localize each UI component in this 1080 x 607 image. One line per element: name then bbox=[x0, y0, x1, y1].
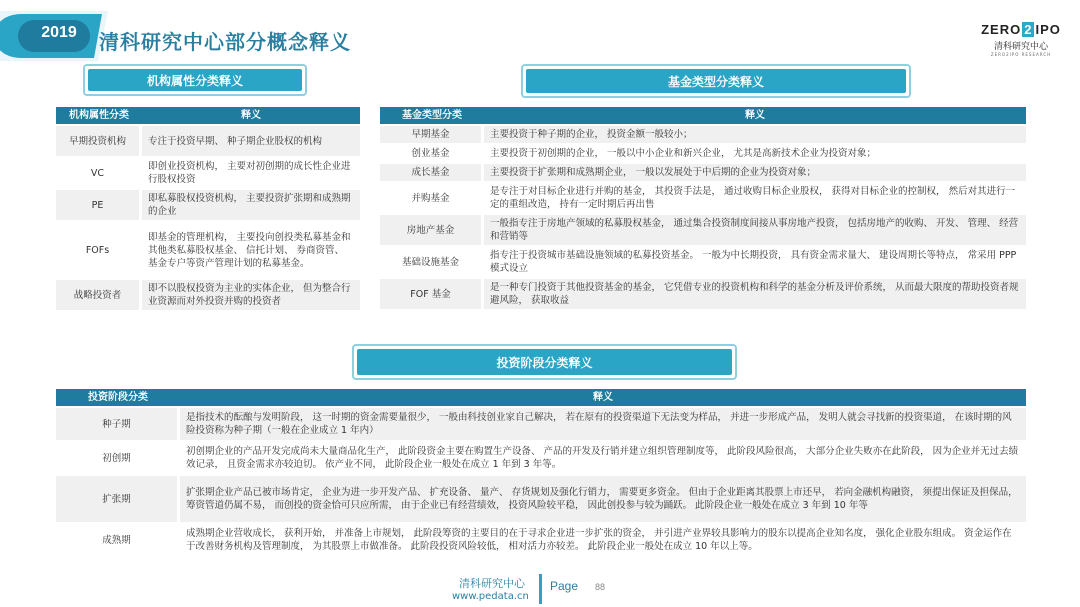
table-row bbox=[380, 126, 1026, 143]
fund-section-header bbox=[521, 64, 911, 98]
row-desc: 初创期企业的产品开发完成尚未大量商品化生产， 此阶段资金主要在购置生产设备、 产品的开发及行销并建立组织管理制度等， 此阶段风险很高， 大部分企业失败亦在此阶段， 因为企业并无过去绩效记录， 且资金需求亦较迫切。 依产业不同， 此阶段企业一般处在成立 1 年到 3 年等。 bbox=[180, 442, 1026, 474]
row-desc: 即创业投资机构， 主要对初创期的成长性企业进行股权投资 bbox=[142, 158, 360, 188]
col-header-desc: 释义 bbox=[484, 107, 1026, 124]
footer-org-name: 清科研究中心 bbox=[459, 577, 525, 590]
footer-divider bbox=[539, 574, 542, 604]
row-type: VC bbox=[56, 158, 142, 188]
row-desc: 即不以股权投资为主业的实体企业， 但为整合行业资源而对外投资并购的投资者 bbox=[142, 280, 360, 310]
row-type: 初创期 bbox=[56, 442, 180, 474]
table-header-row bbox=[56, 107, 360, 124]
row-desc: 专注于投资早期、 种子期企业股权的机构 bbox=[142, 126, 360, 156]
row-type: 种子期 bbox=[56, 408, 180, 440]
row-desc: 指专注于投资城市基础设施领域的私募投资基金。 一般为中长期投资， 具有资金需求量大、 建设周期长等特点， 常采用 PPP 模式设立 bbox=[484, 247, 1026, 277]
year-label: 2019 bbox=[41, 24, 77, 41]
table-row bbox=[56, 280, 360, 310]
table-row bbox=[56, 222, 360, 278]
table-row bbox=[56, 190, 360, 220]
row-type: 并购基金 bbox=[380, 183, 484, 213]
row-desc: 一般指专注于房地产领域的私募股权基金， 通过集合投资制度间接从事房地产投资， 包括房地产的收购、 开发、 管理、 经营和营销等 bbox=[484, 215, 1026, 245]
row-type: PE bbox=[56, 190, 142, 220]
stage-section-title: 投资阶段分类释义 bbox=[357, 349, 732, 375]
row-desc: 主要投资于扩张期和成熟期企业， 一般以发展处于中后期的企业为投资对象； bbox=[484, 164, 1026, 181]
footer-page-label: Page bbox=[550, 579, 579, 593]
table-row bbox=[380, 247, 1026, 277]
row-type: 基础设施基金 bbox=[380, 247, 484, 277]
page-title: 清科研究中心部分概念释义 bbox=[99, 30, 351, 54]
table-row bbox=[380, 145, 1026, 162]
footer-website: www.pedata.cn bbox=[452, 591, 529, 602]
row-type: 创业基金 bbox=[380, 145, 484, 162]
zero2ipo-logo: ZERO 2 IPO 清科研究中心 ZERO2IPO RESEARCH bbox=[981, 22, 1061, 57]
row-desc: 扩张期企业产品已被市场肯定， 企业为进一步开发产品、 扩充设备、 量产、 存货规划及强化行销力， 需要更多资金。 但由于企业距离其股票上市还早， 若向金融机构融资， 须提出保证及担保品， 筹资管道仍属不易， 而创投的资金恰可只应所需， 由于企业已有经营绩效， 投资风险较平稳， 因此创投参与较为踊跃。 此阶段企业一般处在成立 3 年到 10 年等 bbox=[180, 476, 1026, 522]
fund-table bbox=[380, 105, 1026, 311]
table-row bbox=[56, 158, 360, 188]
table-row bbox=[380, 279, 1026, 309]
col-header-desc: 释义 bbox=[142, 107, 360, 124]
col-header-type: 投资阶段分类 bbox=[56, 389, 180, 406]
row-type: 成熟期 bbox=[56, 524, 180, 556]
table-row bbox=[56, 408, 1026, 440]
row-desc: 即基金的管理机构， 主要投向创投类私募基金和其他类私募股权基金、 信托计划、 券商资管、 基金专户等资产管理计划的私募基金。 bbox=[142, 222, 360, 278]
col-header-type: 基金类型分类 bbox=[380, 107, 484, 124]
row-desc: 主要投资于种子期的企业， 投资金额一般较小； bbox=[484, 126, 1026, 143]
row-type: 房地产基金 bbox=[380, 215, 484, 245]
row-desc: 是一种专门投资于其他投资基金的基金， 它凭借专业的投资机构和科学的基金分析及评价系统， 从而最大限度的帮助投资者规避风险， 获取收益 bbox=[484, 279, 1026, 309]
col-header-type: 机构属性分类 bbox=[56, 107, 142, 124]
row-type: 早期基金 bbox=[380, 126, 484, 143]
row-type: 早期投资机构 bbox=[56, 126, 142, 156]
row-desc: 是专注于对目标企业进行并购的基金， 其投资手法是， 通过收购目标企业股权， 获得对目标企业的控制权， 然后对其进行一定的重组改造， 持有一定时期后再出售 bbox=[484, 183, 1026, 213]
table-row bbox=[56, 442, 1026, 474]
row-type: 战略投资者 bbox=[56, 280, 142, 310]
row-desc: 成熟期企业营收成长， 获利开始， 并准备上市规划， 此阶段筹资的主要目的在于寻求企业进一步扩张的资金， 并引进产业界较具影响力的股东以提高企业知名度， 强化企业股东组成。 资金运作在于改善财务机构及管理制度， 为其股票上市做准备。 此阶段投资风险较低， 相对活力亦较差。 此阶段企业一般处在成立 10 年以上等。 bbox=[180, 524, 1026, 556]
row-type: 成长基金 bbox=[380, 164, 484, 181]
org-table bbox=[56, 105, 360, 312]
table-header-row bbox=[380, 107, 1026, 124]
table-header-row bbox=[56, 389, 1026, 406]
row-type: 扩张期 bbox=[56, 476, 180, 522]
stage-section-header bbox=[352, 344, 737, 380]
fund-section-title: 基金类型分类释义 bbox=[526, 69, 906, 93]
row-desc: 是指技术的酝酿与发明阶段， 这一时期的资金需要量很少， 一般由科技创业家自己解决， 若在原有的投资渠道下无法变为样品， 并进一步形成产品， 发明人就会寻找新的投资渠道， 在该时期的风险投资称为种子期（一般在企业成立 1 年内） bbox=[180, 408, 1026, 440]
stage-table bbox=[56, 387, 1026, 558]
row-type: FOF 基金 bbox=[380, 279, 484, 309]
col-header-desc: 释义 bbox=[180, 389, 1026, 406]
table-row bbox=[56, 476, 1026, 522]
row-type: FOFs bbox=[56, 222, 142, 278]
row-desc: 主要投资于初创期的企业， 一般以中小企业和新兴企业， 尤其是高新技术企业为投资对象； bbox=[484, 145, 1026, 162]
org-section-title: 机构属性分类释义 bbox=[88, 69, 302, 91]
table-row bbox=[380, 164, 1026, 181]
row-desc: 即私募股权投资机构， 主要投资扩张期和成熟期的企业 bbox=[142, 190, 360, 220]
table-row bbox=[56, 126, 360, 156]
page-number: 88 bbox=[595, 582, 606, 592]
table-row bbox=[380, 215, 1026, 245]
org-section-header bbox=[83, 64, 307, 96]
table-row bbox=[380, 183, 1026, 213]
table-row bbox=[56, 524, 1026, 556]
